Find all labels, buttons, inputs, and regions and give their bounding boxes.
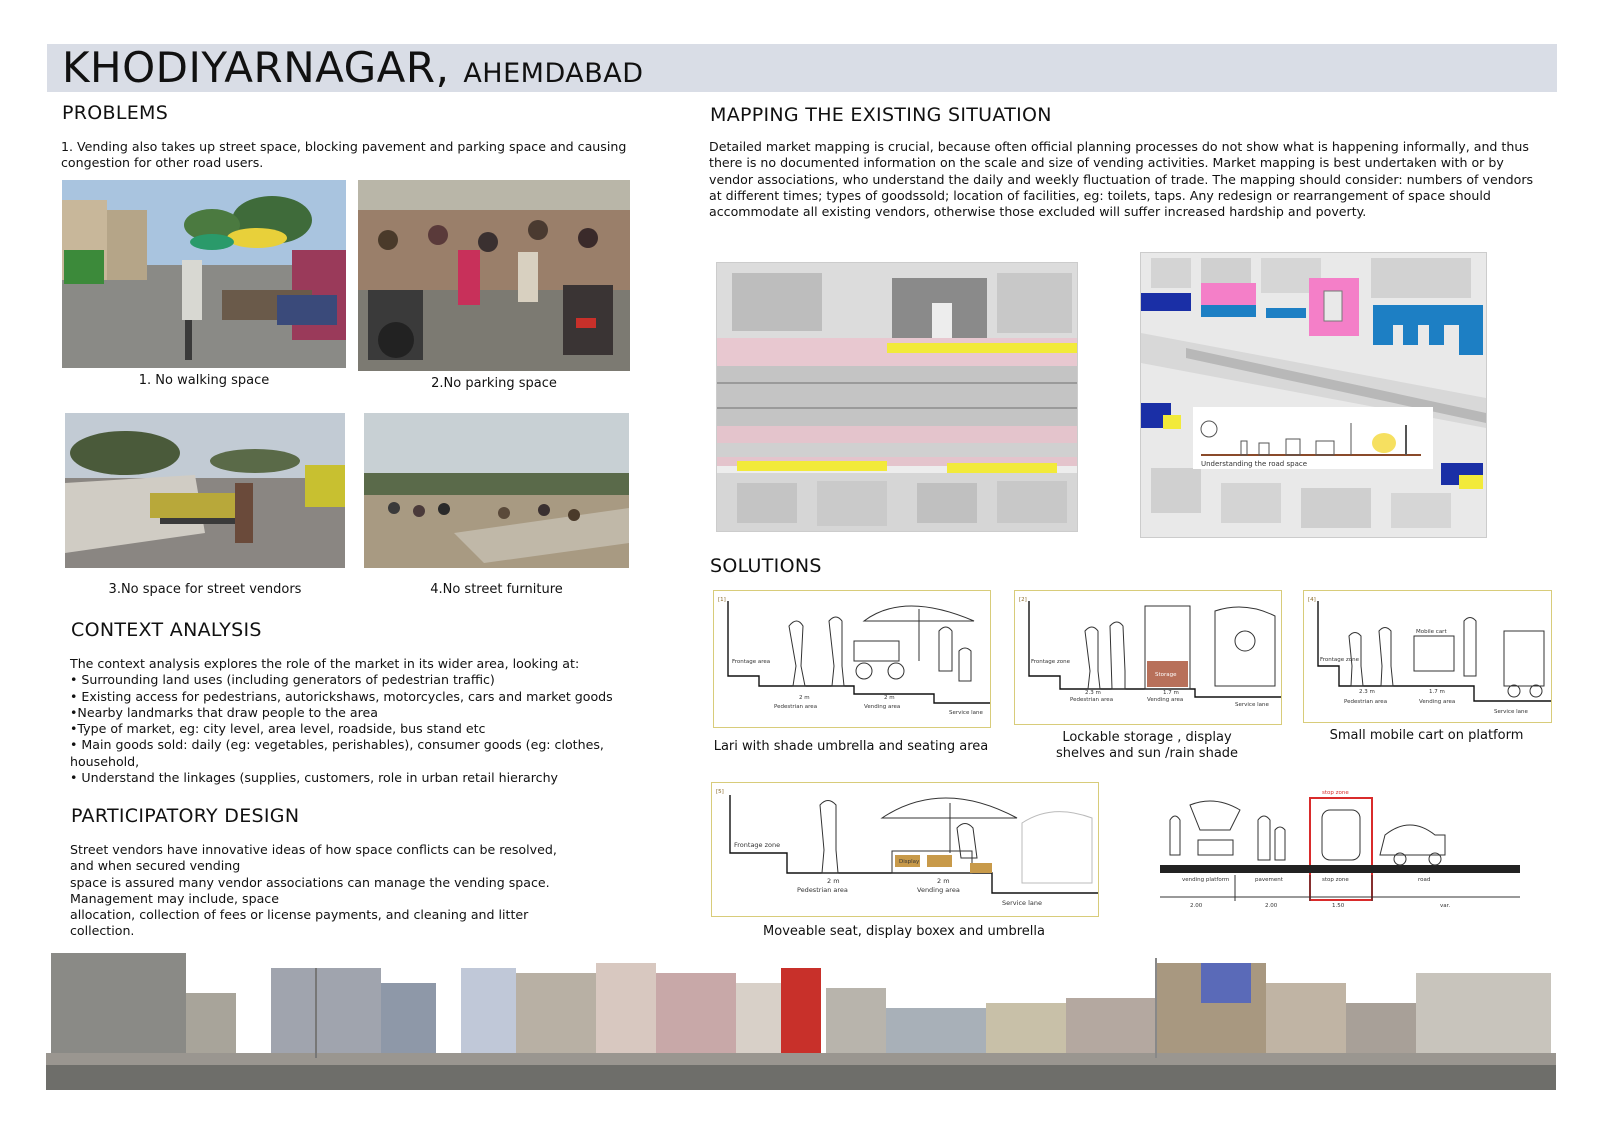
solution-panel-3 — [1303, 590, 1552, 723]
svg-text:2 m: 2 m — [799, 695, 810, 701]
svg-text:Service lane: Service lane — [949, 710, 983, 716]
solution-caption-2: Lockable storage , display shelves and sun /rain shade — [1055, 730, 1239, 761]
street-section-stop-zone — [1160, 785, 1520, 913]
svg-text:1.50: 1.50 — [1332, 903, 1345, 909]
svg-text:Vending area: Vending area — [1147, 697, 1184, 703]
svg-text:Mobile cart: Mobile cart — [1416, 629, 1447, 635]
svg-text:Vending area: Vending area — [1419, 699, 1456, 705]
svg-text:Pedestrian area: Pedestrian area — [1344, 699, 1388, 705]
svg-text:Vending area: Vending area — [864, 704, 901, 710]
svg-text:[4]: [4] — [1308, 597, 1316, 603]
participatory-text: Street vendors have innovative ideas of how space conflicts can be resolved, and when secured vending space is assured many vendor associations can manage the vending space. Management may include, space allocation, collection of fees or license payments, and cleaning and litter collection. — [70, 842, 557, 939]
svg-text:var.: var. — [1440, 903, 1451, 909]
solution-panel-1 — [713, 590, 991, 728]
page-subtitle: AHEMDABAD — [463, 58, 644, 89]
svg-text:pavement: pavement — [1255, 877, 1283, 883]
photo-no-space-for-vendors — [65, 413, 345, 568]
svg-text:Service lane: Service lane — [1002, 899, 1042, 907]
market-map-landuse — [1140, 252, 1487, 538]
svg-text:Service lane: Service lane — [1235, 702, 1269, 708]
svg-text:Vending area: Vending area — [917, 886, 960, 894]
svg-text:Storage: Storage — [1155, 672, 1177, 678]
svg-text:[1]: [1] — [718, 597, 726, 603]
photo-no-walking-space — [62, 180, 346, 368]
svg-text:vending platform: vending platform — [1182, 877, 1230, 883]
participatory-heading: PARTICIPATORY DESIGN — [71, 805, 300, 827]
solutions-heading: SOLUTIONS — [710, 555, 822, 577]
problems-heading: PROBLEMS — [62, 102, 169, 124]
problems-intro: 1. Vending also takes up street space, blocking pavement and parking space and causing congestion for other road users. — [61, 139, 627, 171]
svg-text:Pedestrian area: Pedestrian area — [774, 704, 818, 710]
photo-no-street-furniture — [364, 413, 629, 568]
solution-panel-2 — [1014, 590, 1282, 725]
solution-caption-1: Lari with shade umbrella and seating area — [713, 739, 989, 754]
svg-text:Frontage zone: Frontage zone — [1031, 659, 1071, 665]
inset-label: Understanding the road space — [1201, 460, 1308, 468]
market-map-aerial — [716, 262, 1078, 532]
svg-text:[5]: [5] — [716, 789, 724, 795]
context-text: The context analysis explores the role of the market in its wider area, looking at: • Surrounding land uses (including generators of pedestrian traffic) • Existing access for pedestrians, autorickshaws, motorcycles, cars and market goods •Nearby landmarks that draw people to the area •Type of market, eg: city level, area level, roadside, bus stand etc • Main goods sold: daily (eg: vegetables, perishables), consumer goods (eg: clothes, household, • Understand the linkages (supplies, customers, role in urban retail hierarchy — [70, 656, 613, 786]
svg-text:Pedestrian area: Pedestrian area — [797, 886, 848, 894]
mapping-heading: MAPPING THE EXISTING SITUATION — [710, 104, 1052, 126]
svg-text:Frontage zone: Frontage zone — [734, 841, 781, 849]
svg-text:2.3 m: 2.3 m — [1085, 690, 1101, 696]
svg-text:2.3 m: 2.3 m — [1359, 689, 1375, 695]
caption-photo-2: 2.No parking space — [431, 376, 557, 391]
svg-text:Service lane: Service lane — [1494, 709, 1528, 715]
mapping-text: Detailed market mapping is crucial, because often official planning processes do not show what is happening informally, and thus there is no documented information on the scale and size of vending activities. Market mapping is best undertaken with or by vendor associations, who understand the daily and weekly fluctuation of trade. The mapping should consider: numbers of vendors at different times; types of goodssold; location of facilities, eg: toilets, taps. Any redesign or rearrangement of space should accommodate all existing vendors, otherwise those excluded will suffer increased hardship and poverty. — [709, 139, 1534, 220]
context-heading: CONTEXT ANALYSIS — [71, 619, 262, 641]
svg-text:[2]: [2] — [1019, 597, 1027, 603]
svg-text:Display: Display — [899, 859, 920, 865]
svg-text:2.00: 2.00 — [1190, 903, 1203, 909]
caption-photo-3: 3.No space for street vendors — [108, 582, 302, 597]
photo-no-parking-space — [358, 180, 630, 371]
svg-text:1.7 m: 1.7 m — [1429, 689, 1445, 695]
svg-text:1.7 m: 1.7 m — [1163, 690, 1179, 696]
svg-text:stop zone: stop zone — [1322, 877, 1349, 883]
street-panorama — [46, 948, 1556, 1090]
svg-text:Frontage zone: Frontage zone — [1320, 657, 1360, 663]
svg-text:2 m: 2 m — [884, 695, 895, 701]
svg-text:2 m: 2 m — [827, 877, 840, 885]
svg-text:Pedestrian area: Pedestrian area — [1070, 697, 1114, 703]
solution-panel-5 — [711, 782, 1099, 917]
caption-photo-4: 4.No street furniture — [430, 582, 563, 597]
svg-text:road: road — [1418, 877, 1431, 883]
solution-caption-5: Moveable seat, display boxex and umbrella — [763, 924, 1045, 939]
caption-photo-1: 1. No walking space — [138, 373, 270, 388]
svg-text:Frontage area: Frontage area — [732, 659, 771, 665]
svg-text:2.00: 2.00 — [1265, 903, 1278, 909]
svg-text:stop zone: stop zone — [1322, 790, 1349, 796]
page-title: KHODIYARNAGAR, AHEMDABAD — [62, 43, 644, 92]
svg-text:2 m: 2 m — [937, 877, 950, 885]
solution-caption-3: Small mobile cart on platform — [1329, 728, 1524, 743]
